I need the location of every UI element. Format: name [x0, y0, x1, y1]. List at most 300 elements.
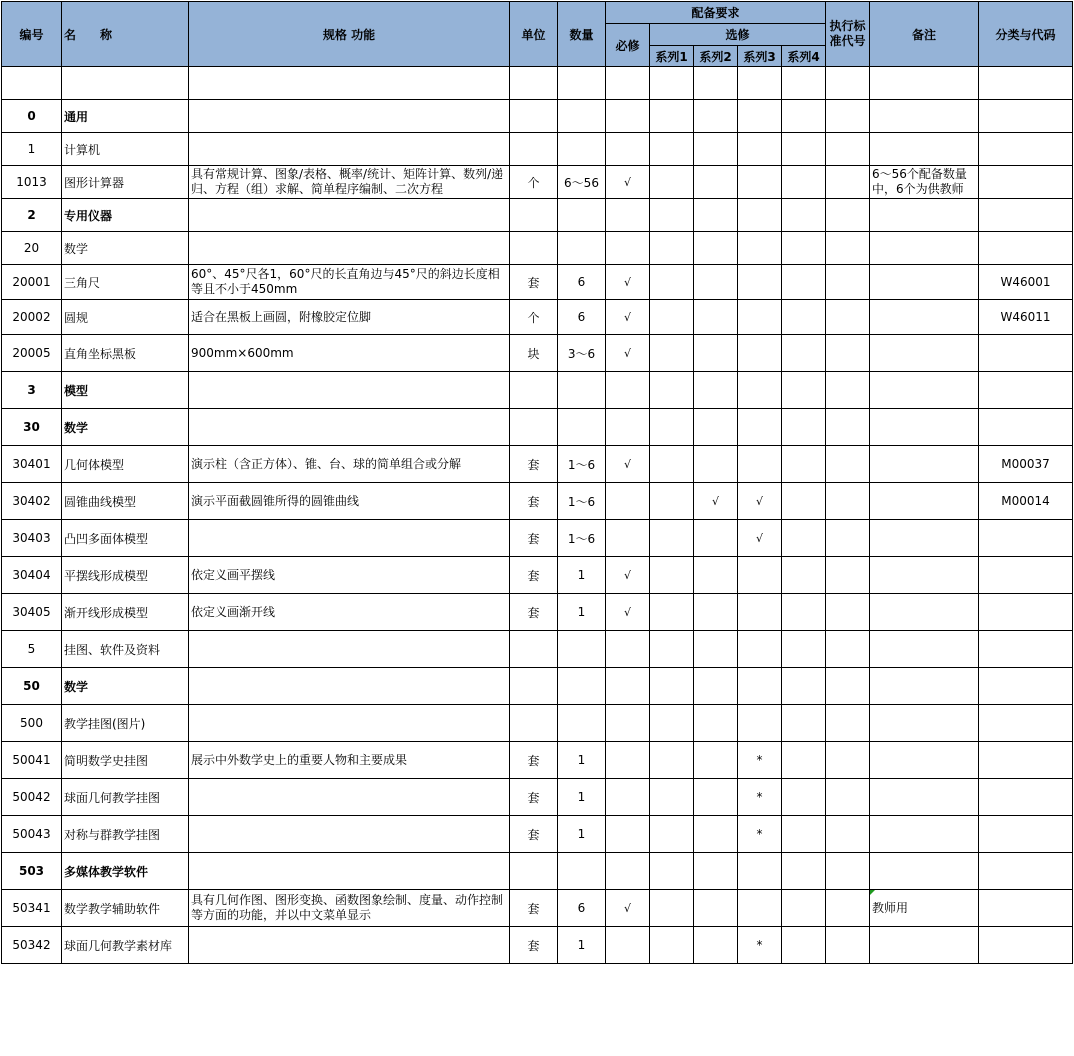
- cell-series-1[interactable]: [650, 372, 694, 409]
- cell-series-4[interactable]: [782, 372, 826, 409]
- cell-series-2[interactable]: [694, 890, 738, 927]
- cell-series-1[interactable]: [650, 705, 694, 742]
- cell-required[interactable]: [606, 372, 650, 409]
- cell-series-2[interactable]: [694, 483, 738, 520]
- cell-code[interactable]: [2, 300, 62, 335]
- cell-spec[interactable]: [189, 300, 510, 335]
- cell-series-4[interactable]: [782, 705, 826, 742]
- cell-series-1[interactable]: [650, 927, 694, 964]
- cell-series-3[interactable]: [738, 372, 782, 409]
- cell-standard[interactable]: [826, 779, 870, 816]
- cell-spec[interactable]: [189, 265, 510, 300]
- cell-series-3[interactable]: [738, 300, 782, 335]
- cell-qty[interactable]: [558, 779, 606, 816]
- cell-unit[interactable]: [510, 232, 558, 265]
- cell-code[interactable]: [2, 668, 62, 705]
- cell-note[interactable]: [870, 816, 979, 853]
- cell-series-4[interactable]: [782, 853, 826, 890]
- cell-code[interactable]: [2, 557, 62, 594]
- cell-unit[interactable]: [510, 67, 558, 100]
- cell-required[interactable]: [606, 166, 650, 199]
- cell-series-1[interactable]: [650, 779, 694, 816]
- cell-name[interactable]: [62, 100, 189, 133]
- cell-classification[interactable]: [979, 520, 1073, 557]
- cell-name[interactable]: [62, 300, 189, 335]
- cell-qty[interactable]: [558, 557, 606, 594]
- cell-series-4[interactable]: [782, 520, 826, 557]
- cell-name[interactable]: [62, 446, 189, 483]
- header-requirement[interactable]: 配备要求: [606, 2, 826, 24]
- cell-required[interactable]: [606, 890, 650, 927]
- cell-series-2[interactable]: [694, 779, 738, 816]
- cell-qty[interactable]: [558, 631, 606, 668]
- cell-code[interactable]: [2, 100, 62, 133]
- cell-code[interactable]: [2, 446, 62, 483]
- cell-qty[interactable]: [558, 816, 606, 853]
- cell-series-1[interactable]: [650, 199, 694, 232]
- cell-note[interactable]: [870, 927, 979, 964]
- cell-unit[interactable]: [510, 199, 558, 232]
- cell-name[interactable]: [62, 631, 189, 668]
- cell-code[interactable]: [2, 483, 62, 520]
- cell-note[interactable]: [870, 100, 979, 133]
- cell-name[interactable]: [62, 927, 189, 964]
- cell-series-4[interactable]: [782, 631, 826, 668]
- cell-series-4[interactable]: [782, 816, 826, 853]
- cell-name[interactable]: [62, 67, 189, 100]
- cell-unit[interactable]: [510, 409, 558, 446]
- cell-series-1[interactable]: [650, 335, 694, 372]
- cell-code[interactable]: [2, 742, 62, 779]
- cell-required[interactable]: [606, 67, 650, 100]
- cell-series-1[interactable]: [650, 100, 694, 133]
- cell-classification[interactable]: [979, 335, 1073, 372]
- cell-series-1[interactable]: [650, 853, 694, 890]
- cell-name[interactable]: [62, 890, 189, 927]
- cell-series-2[interactable]: [694, 232, 738, 265]
- cell-series-4[interactable]: [782, 779, 826, 816]
- cell-spec[interactable]: [189, 594, 510, 631]
- cell-series-3[interactable]: [738, 816, 782, 853]
- cell-required[interactable]: [606, 483, 650, 520]
- cell-qty[interactable]: [558, 483, 606, 520]
- cell-qty[interactable]: [558, 520, 606, 557]
- cell-classification[interactable]: [979, 300, 1073, 335]
- cell-required[interactable]: [606, 232, 650, 265]
- cell-series-3[interactable]: [738, 705, 782, 742]
- cell-series-4[interactable]: [782, 409, 826, 446]
- cell-code[interactable]: [2, 335, 62, 372]
- cell-classification[interactable]: [979, 483, 1073, 520]
- cell-standard[interactable]: [826, 372, 870, 409]
- cell-name[interactable]: [62, 557, 189, 594]
- cell-spec[interactable]: [189, 133, 510, 166]
- cell-series-1[interactable]: [650, 890, 694, 927]
- cell-required[interactable]: [606, 520, 650, 557]
- cell-spec[interactable]: [189, 100, 510, 133]
- cell-series-4[interactable]: [782, 67, 826, 100]
- cell-required[interactable]: [606, 705, 650, 742]
- header-series-2[interactable]: 系列2: [694, 46, 738, 67]
- cell-qty[interactable]: [558, 742, 606, 779]
- cell-series-4[interactable]: [782, 446, 826, 483]
- cell-required[interactable]: [606, 853, 650, 890]
- cell-standard[interactable]: [826, 557, 870, 594]
- header-name[interactable]: 名 称: [62, 2, 189, 67]
- cell-note[interactable]: [870, 265, 979, 300]
- cell-code[interactable]: [2, 372, 62, 409]
- header-qty[interactable]: 数量: [558, 2, 606, 67]
- cell-series-1[interactable]: [650, 409, 694, 446]
- cell-series-3[interactable]: [738, 853, 782, 890]
- cell-qty[interactable]: [558, 446, 606, 483]
- cell-classification[interactable]: [979, 779, 1073, 816]
- cell-required[interactable]: [606, 742, 650, 779]
- cell-code[interactable]: [2, 232, 62, 265]
- cell-series-2[interactable]: [694, 409, 738, 446]
- cell-qty[interactable]: [558, 705, 606, 742]
- cell-unit[interactable]: [510, 300, 558, 335]
- cell-standard[interactable]: [826, 199, 870, 232]
- cell-unit[interactable]: [510, 668, 558, 705]
- cell-name[interactable]: [62, 594, 189, 631]
- cell-classification[interactable]: [979, 557, 1073, 594]
- cell-series-3[interactable]: [738, 409, 782, 446]
- cell-note[interactable]: [870, 166, 979, 199]
- cell-spec[interactable]: [189, 199, 510, 232]
- cell-series-1[interactable]: [650, 742, 694, 779]
- cell-spec[interactable]: [189, 631, 510, 668]
- cell-name[interactable]: [62, 816, 189, 853]
- header-spec[interactable]: 规格 功能: [189, 2, 510, 67]
- cell-qty[interactable]: [558, 890, 606, 927]
- cell-series-3[interactable]: [738, 133, 782, 166]
- cell-required[interactable]: [606, 594, 650, 631]
- cell-code[interactable]: [2, 853, 62, 890]
- cell-name[interactable]: [62, 742, 189, 779]
- cell-required[interactable]: [606, 927, 650, 964]
- cell-series-4[interactable]: [782, 557, 826, 594]
- cell-classification[interactable]: [979, 890, 1073, 927]
- cell-series-2[interactable]: [694, 668, 738, 705]
- cell-qty[interactable]: [558, 927, 606, 964]
- cell-code[interactable]: [2, 816, 62, 853]
- cell-qty[interactable]: [558, 67, 606, 100]
- cell-qty[interactable]: [558, 300, 606, 335]
- cell-series-4[interactable]: [782, 199, 826, 232]
- cell-required[interactable]: [606, 557, 650, 594]
- cell-series-2[interactable]: [694, 335, 738, 372]
- cell-classification[interactable]: [979, 265, 1073, 300]
- cell-classification[interactable]: [979, 853, 1073, 890]
- cell-series-4[interactable]: [782, 232, 826, 265]
- cell-standard[interactable]: [826, 890, 870, 927]
- cell-qty[interactable]: [558, 265, 606, 300]
- cell-code[interactable]: [2, 594, 62, 631]
- cell-code[interactable]: [2, 779, 62, 816]
- cell-standard[interactable]: [826, 166, 870, 199]
- cell-unit[interactable]: [510, 816, 558, 853]
- cell-spec[interactable]: [189, 816, 510, 853]
- cell-series-1[interactable]: [650, 300, 694, 335]
- cell-series-2[interactable]: [694, 520, 738, 557]
- cell-series-1[interactable]: [650, 232, 694, 265]
- cell-code[interactable]: [2, 409, 62, 446]
- cell-required[interactable]: [606, 816, 650, 853]
- cell-unit[interactable]: [510, 446, 558, 483]
- header-note[interactable]: 备注: [870, 2, 979, 67]
- cell-classification[interactable]: [979, 372, 1073, 409]
- cell-classification[interactable]: [979, 705, 1073, 742]
- cell-name[interactable]: [62, 668, 189, 705]
- header-classification[interactable]: 分类与代码: [979, 2, 1073, 67]
- cell-series-2[interactable]: [694, 300, 738, 335]
- cell-note[interactable]: [870, 557, 979, 594]
- cell-unit[interactable]: [510, 166, 558, 199]
- cell-standard[interactable]: [826, 816, 870, 853]
- cell-series-4[interactable]: [782, 594, 826, 631]
- header-series-1[interactable]: 系列1: [650, 46, 694, 67]
- cell-qty[interactable]: [558, 668, 606, 705]
- cell-series-1[interactable]: [650, 631, 694, 668]
- header-required[interactable]: 必修: [606, 24, 650, 67]
- cell-qty[interactable]: [558, 409, 606, 446]
- cell-unit[interactable]: [510, 594, 558, 631]
- cell-required[interactable]: [606, 446, 650, 483]
- cell-required[interactable]: [606, 300, 650, 335]
- cell-spec[interactable]: [189, 483, 510, 520]
- cell-series-2[interactable]: [694, 705, 738, 742]
- cell-spec[interactable]: [189, 372, 510, 409]
- cell-qty[interactable]: [558, 372, 606, 409]
- cell-standard[interactable]: [826, 594, 870, 631]
- cell-series-2[interactable]: [694, 816, 738, 853]
- cell-series-4[interactable]: [782, 133, 826, 166]
- cell-qty[interactable]: [558, 232, 606, 265]
- cell-series-1[interactable]: [650, 67, 694, 100]
- cell-unit[interactable]: [510, 483, 558, 520]
- cell-spec[interactable]: [189, 520, 510, 557]
- cell-standard[interactable]: [826, 409, 870, 446]
- cell-series-1[interactable]: [650, 594, 694, 631]
- header-code[interactable]: 编号: [2, 2, 62, 67]
- cell-series-4[interactable]: [782, 483, 826, 520]
- cell-code[interactable]: [2, 927, 62, 964]
- cell-required[interactable]: [606, 335, 650, 372]
- cell-spec[interactable]: [189, 409, 510, 446]
- cell-unit[interactable]: [510, 705, 558, 742]
- cell-classification[interactable]: [979, 100, 1073, 133]
- cell-standard[interactable]: [826, 100, 870, 133]
- cell-unit[interactable]: [510, 890, 558, 927]
- cell-classification[interactable]: [979, 927, 1073, 964]
- cell-name[interactable]: [62, 232, 189, 265]
- cell-qty[interactable]: [558, 100, 606, 133]
- cell-standard[interactable]: [826, 483, 870, 520]
- cell-unit[interactable]: [510, 100, 558, 133]
- cell-note[interactable]: [870, 483, 979, 520]
- cell-note[interactable]: [870, 890, 979, 927]
- cell-unit[interactable]: [510, 742, 558, 779]
- cell-note[interactable]: [870, 853, 979, 890]
- cell-series-1[interactable]: [650, 133, 694, 166]
- cell-unit[interactable]: [510, 133, 558, 166]
- cell-series-2[interactable]: [694, 166, 738, 199]
- cell-name[interactable]: [62, 779, 189, 816]
- cell-unit[interactable]: [510, 779, 558, 816]
- cell-code[interactable]: [2, 890, 62, 927]
- cell-standard[interactable]: [826, 67, 870, 100]
- cell-classification[interactable]: [979, 232, 1073, 265]
- cell-required[interactable]: [606, 668, 650, 705]
- cell-series-2[interactable]: [694, 594, 738, 631]
- cell-standard[interactable]: [826, 668, 870, 705]
- cell-unit[interactable]: [510, 335, 558, 372]
- cell-series-4[interactable]: [782, 300, 826, 335]
- cell-series-2[interactable]: [694, 446, 738, 483]
- cell-series-1[interactable]: [650, 816, 694, 853]
- cell-series-2[interactable]: [694, 199, 738, 232]
- cell-name[interactable]: [62, 483, 189, 520]
- cell-note[interactable]: [870, 409, 979, 446]
- cell-required[interactable]: [606, 133, 650, 166]
- cell-series-2[interactable]: [694, 265, 738, 300]
- cell-series-1[interactable]: [650, 557, 694, 594]
- cell-series-3[interactable]: [738, 67, 782, 100]
- cell-series-3[interactable]: [738, 265, 782, 300]
- cell-code[interactable]: [2, 166, 62, 199]
- cell-classification[interactable]: [979, 166, 1073, 199]
- cell-code[interactable]: [2, 705, 62, 742]
- cell-classification[interactable]: [979, 631, 1073, 668]
- cell-classification[interactable]: [979, 446, 1073, 483]
- cell-name[interactable]: [62, 520, 189, 557]
- cell-name[interactable]: [62, 372, 189, 409]
- cell-series-3[interactable]: [738, 232, 782, 265]
- cell-series-1[interactable]: [650, 520, 694, 557]
- cell-series-3[interactable]: [738, 335, 782, 372]
- cell-series-2[interactable]: [694, 133, 738, 166]
- cell-standard[interactable]: [826, 446, 870, 483]
- cell-series-1[interactable]: [650, 668, 694, 705]
- cell-classification[interactable]: [979, 594, 1073, 631]
- cell-series-3[interactable]: [738, 779, 782, 816]
- cell-note[interactable]: [870, 300, 979, 335]
- cell-code[interactable]: [2, 520, 62, 557]
- cell-qty[interactable]: [558, 594, 606, 631]
- cell-note[interactable]: [870, 631, 979, 668]
- cell-spec[interactable]: [189, 779, 510, 816]
- header-series-4[interactable]: 系列4: [782, 46, 826, 67]
- cell-series-4[interactable]: [782, 335, 826, 372]
- cell-required[interactable]: [606, 409, 650, 446]
- cell-spec[interactable]: [189, 335, 510, 372]
- cell-unit[interactable]: [510, 631, 558, 668]
- cell-standard[interactable]: [826, 520, 870, 557]
- cell-series-2[interactable]: [694, 927, 738, 964]
- cell-name[interactable]: [62, 265, 189, 300]
- cell-standard[interactable]: [826, 705, 870, 742]
- cell-note[interactable]: [870, 232, 979, 265]
- cell-note[interactable]: [870, 67, 979, 100]
- cell-spec[interactable]: [189, 742, 510, 779]
- cell-unit[interactable]: [510, 520, 558, 557]
- cell-note[interactable]: [870, 668, 979, 705]
- cell-series-3[interactable]: [738, 890, 782, 927]
- cell-spec[interactable]: [189, 890, 510, 927]
- cell-name[interactable]: [62, 166, 189, 199]
- cell-spec[interactable]: [189, 705, 510, 742]
- cell-series-1[interactable]: [650, 166, 694, 199]
- cell-note[interactable]: [870, 133, 979, 166]
- cell-standard[interactable]: [826, 232, 870, 265]
- cell-standard[interactable]: [826, 335, 870, 372]
- cell-name[interactable]: [62, 853, 189, 890]
- cell-spec[interactable]: [189, 668, 510, 705]
- cell-qty[interactable]: [558, 199, 606, 232]
- cell-series-1[interactable]: [650, 265, 694, 300]
- cell-qty[interactable]: [558, 853, 606, 890]
- cell-required[interactable]: [606, 100, 650, 133]
- cell-note[interactable]: [870, 779, 979, 816]
- cell-code[interactable]: [2, 67, 62, 100]
- cell-unit[interactable]: [510, 265, 558, 300]
- cell-series-4[interactable]: [782, 166, 826, 199]
- cell-standard[interactable]: [826, 927, 870, 964]
- cell-series-2[interactable]: [694, 742, 738, 779]
- cell-standard[interactable]: [826, 265, 870, 300]
- cell-name[interactable]: [62, 335, 189, 372]
- cell-spec[interactable]: [189, 232, 510, 265]
- cell-required[interactable]: [606, 265, 650, 300]
- header-series-3[interactable]: 系列3: [738, 46, 782, 67]
- header-standard[interactable]: 执行标准代号: [826, 2, 870, 67]
- cell-series-3[interactable]: [738, 520, 782, 557]
- cell-code[interactable]: [2, 133, 62, 166]
- cell-standard[interactable]: [826, 133, 870, 166]
- cell-series-3[interactable]: [738, 483, 782, 520]
- cell-series-4[interactable]: [782, 927, 826, 964]
- cell-series-2[interactable]: [694, 67, 738, 100]
- cell-code[interactable]: [2, 199, 62, 232]
- cell-required[interactable]: [606, 631, 650, 668]
- cell-standard[interactable]: [826, 853, 870, 890]
- cell-unit[interactable]: [510, 853, 558, 890]
- cell-series-3[interactable]: [738, 668, 782, 705]
- cell-series-3[interactable]: [738, 199, 782, 232]
- cell-series-4[interactable]: [782, 668, 826, 705]
- header-elective[interactable]: 选修: [650, 24, 826, 46]
- cell-name[interactable]: [62, 199, 189, 232]
- cell-series-3[interactable]: [738, 100, 782, 133]
- cell-series-1[interactable]: [650, 483, 694, 520]
- cell-name[interactable]: [62, 409, 189, 446]
- cell-series-3[interactable]: [738, 742, 782, 779]
- cell-unit[interactable]: [510, 372, 558, 409]
- cell-standard[interactable]: [826, 300, 870, 335]
- cell-spec[interactable]: [189, 446, 510, 483]
- cell-note[interactable]: [870, 199, 979, 232]
- cell-name[interactable]: [62, 705, 189, 742]
- cell-series-3[interactable]: [738, 557, 782, 594]
- cell-spec[interactable]: [189, 67, 510, 100]
- cell-series-2[interactable]: [694, 100, 738, 133]
- cell-classification[interactable]: [979, 742, 1073, 779]
- cell-spec[interactable]: [189, 166, 510, 199]
- cell-required[interactable]: [606, 779, 650, 816]
- cell-note[interactable]: [870, 446, 979, 483]
- cell-classification[interactable]: [979, 67, 1073, 100]
